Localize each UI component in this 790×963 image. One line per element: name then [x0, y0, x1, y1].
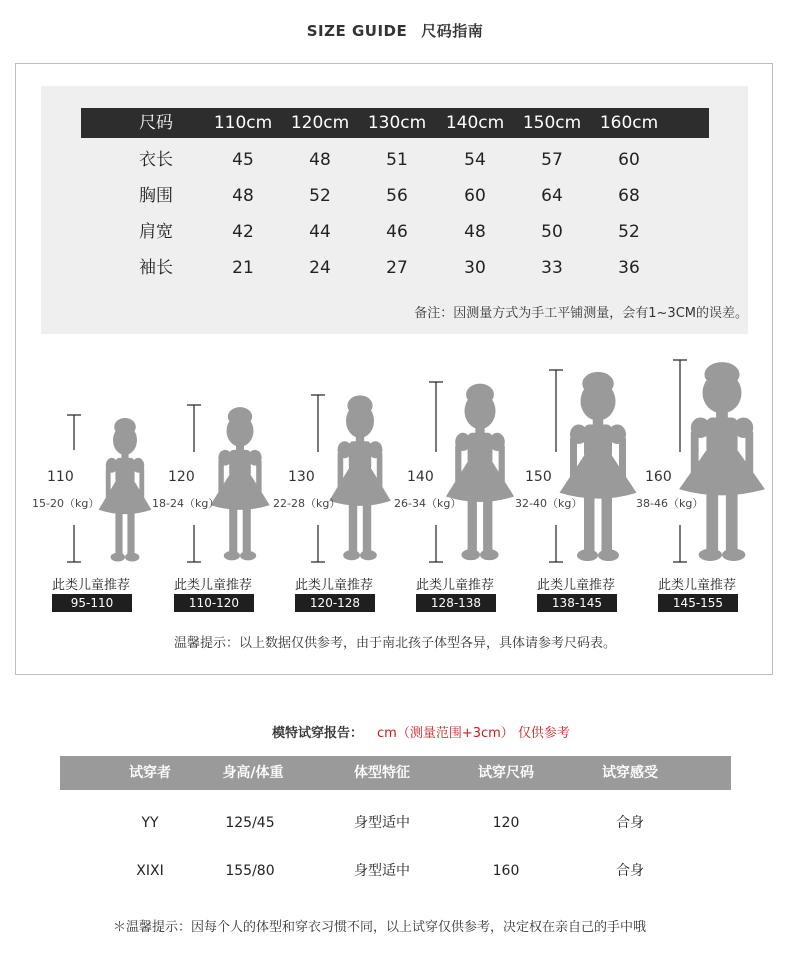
size-range-badge: 110-120: [174, 594, 254, 612]
trial-table-header: [60, 756, 731, 790]
table-cell: 48: [309, 150, 331, 170]
table-cell: 52: [618, 222, 640, 242]
table-cell: 27: [386, 258, 408, 278]
weight-label: 15-20（kg）: [32, 497, 100, 510]
title-cn: 尺码指南: [421, 22, 484, 40]
size-table-header: [81, 108, 709, 138]
table-cell: 155/80: [225, 863, 275, 879]
header-cell: 140cm: [445, 113, 505, 133]
header-cell: 体型特征: [354, 765, 410, 781]
row-label: 肩宽: [139, 222, 173, 242]
table-cell: 60: [464, 186, 486, 206]
trial-report-heading: [272, 722, 570, 741]
page-title: [0, 20, 790, 41]
header-cell: 130cm: [367, 113, 427, 133]
header-cell: 身高/体重: [222, 765, 284, 781]
row-label: 衣长: [139, 150, 173, 170]
child-silhouette: [679, 362, 765, 561]
table-row: [81, 217, 709, 247]
recommend-label: 此类儿童推荐: [294, 578, 373, 593]
height-label: 110: [47, 469, 74, 485]
header-cell: 150cm: [522, 113, 582, 133]
weight-label: 22-28（kg）: [273, 497, 341, 510]
child-silhouette: [329, 395, 391, 560]
table-row: [60, 856, 731, 886]
table-cell: 44: [309, 222, 331, 242]
height-marker: [67, 415, 81, 562]
weight-label: 38-46（kg）: [636, 497, 704, 510]
report-note: cm（测量范围+3cm） 仅供参考: [377, 726, 570, 741]
weight-label: 32-40（kg）: [515, 497, 583, 510]
table-cell: 30: [464, 258, 486, 278]
title-en: SIZE GUIDE: [306, 22, 408, 40]
recommend-label: 此类儿童推荐: [173, 578, 252, 593]
table-cell: 160: [492, 863, 520, 879]
table-cell: 21: [232, 258, 254, 278]
table-cell: 24: [309, 258, 331, 278]
footer-tip: ＊温馨提示：因每个人的体型和穿衣习惯不同，以上试穿仅供参考，决定权在亲自己的手中哦: [113, 920, 647, 935]
recommend-label: 此类儿童推荐: [536, 578, 615, 593]
size-range-badge: 120-128: [295, 594, 375, 612]
header-cell: 试穿感受: [602, 765, 658, 781]
header-cell: 160cm: [599, 113, 659, 133]
size-range-badge: 95-110: [52, 594, 132, 612]
table-row: [60, 808, 731, 838]
table-cell: 120: [492, 815, 520, 831]
height-label: 130: [288, 469, 315, 485]
table-cell: 合身: [616, 815, 644, 831]
height-label: 150: [525, 469, 552, 485]
weight-label: 26-34（kg）: [394, 497, 462, 510]
table-cell: 51: [386, 150, 408, 170]
table-cell: 45: [232, 150, 254, 170]
child-silhouette: [560, 372, 637, 561]
row-label: 胸围: [139, 186, 173, 206]
table-cell: 身型适中: [354, 863, 410, 879]
table-cell: 54: [464, 150, 486, 170]
table-cell: 57: [541, 150, 563, 170]
table-cell: 身型适中: [354, 815, 410, 831]
recommend-label: 此类儿童推荐: [415, 578, 494, 593]
table-cell: 33: [541, 258, 563, 278]
height-marker: [673, 360, 687, 562]
row-label: 袖长: [139, 258, 173, 278]
child-silhouette: [210, 407, 269, 560]
height-marker: [549, 370, 563, 562]
table-cell: 64: [541, 186, 563, 206]
table-cell: XIXI: [136, 863, 164, 879]
child-figures-illustration: [0, 340, 790, 580]
table-cell: 42: [232, 222, 254, 242]
header-cell: 尺码: [139, 113, 173, 133]
weight-label: 18-24（kg）: [152, 497, 220, 510]
header-cell: 110cm: [213, 113, 273, 133]
table-cell: 36: [618, 258, 640, 278]
table-cell: 合身: [616, 863, 644, 879]
table-cell: YY: [141, 815, 159, 831]
table-cell: 68: [618, 186, 640, 206]
child-silhouette: [446, 384, 514, 561]
table-row: [81, 181, 709, 211]
recommend-label: 此类儿童推荐: [657, 578, 736, 593]
table-cell: 48: [464, 222, 486, 242]
height-label: 120: [168, 469, 195, 485]
size-tip: 温馨提示：以上数据仅供参考，由于南北孩子体型各异，具体请参考尺码表。: [173, 636, 616, 651]
table-cell: 125/45: [225, 815, 275, 831]
table-row: [81, 253, 709, 283]
size-range-badge: 128-138: [416, 594, 496, 612]
recommend-label: 此类儿童推荐: [51, 578, 130, 593]
table-cell: 48: [232, 186, 254, 206]
header-cell: 120cm: [290, 113, 350, 133]
report-title: 模特试穿报告：: [272, 726, 364, 741]
table-cell: 50: [541, 222, 563, 242]
header-cell: 试穿尺码: [478, 765, 534, 781]
table-row: [81, 145, 709, 175]
header-cell: 试穿者: [129, 765, 171, 781]
table-cell: 60: [618, 150, 640, 170]
table-cell: 46: [386, 222, 408, 242]
height-label: 160: [645, 469, 672, 485]
measurement-note: 备注：因测量方式为手工平铺测量，会有1~3CM的误差。: [414, 306, 748, 321]
table-cell: 52: [309, 186, 331, 206]
height-label: 140: [407, 469, 434, 485]
size-range-badge: 138-145: [537, 594, 617, 612]
table-cell: 56: [386, 186, 408, 206]
child-silhouette: [99, 418, 152, 562]
size-range-badge: 145-155: [658, 594, 738, 612]
